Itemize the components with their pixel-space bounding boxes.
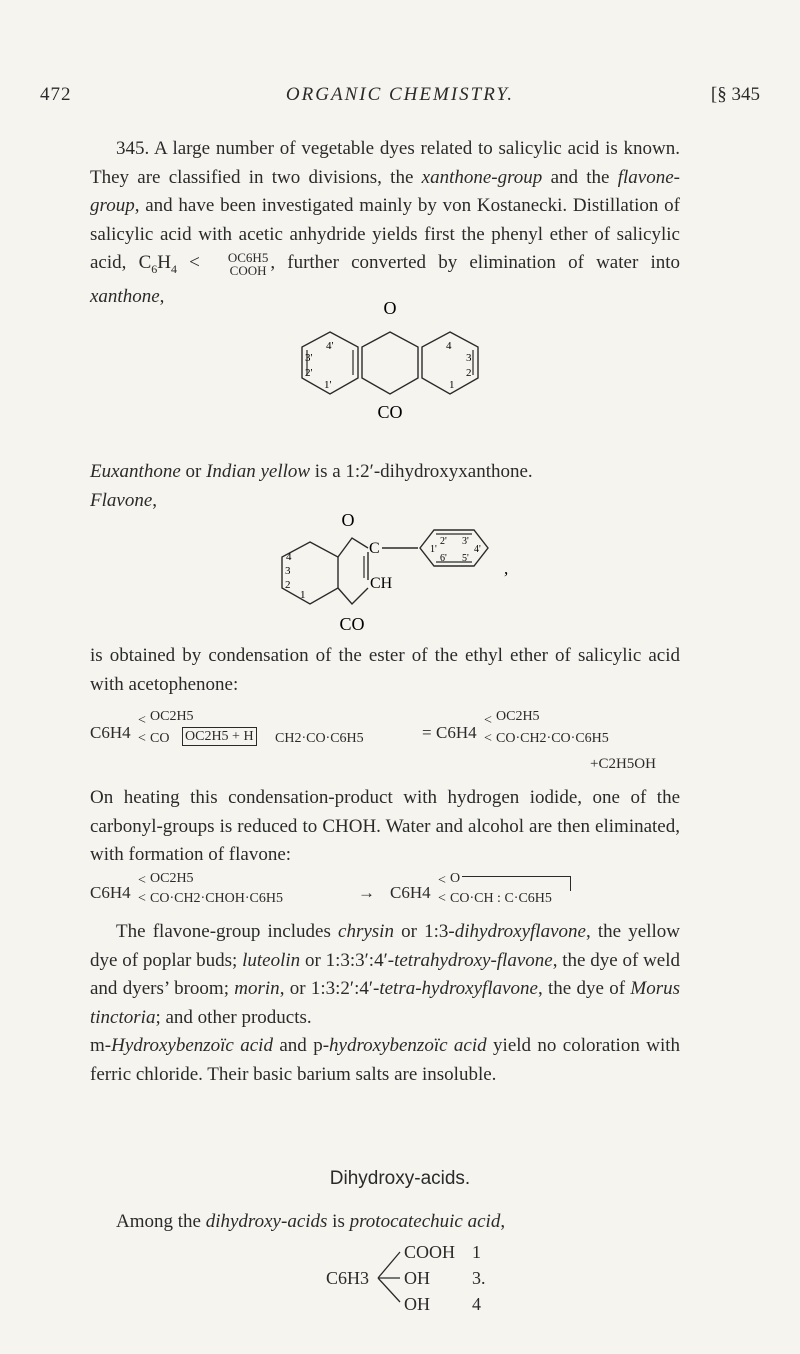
- luteolin: luteolin: [242, 949, 301, 971]
- ring-label: 1': [324, 379, 332, 391]
- ring-label: 1: [300, 589, 306, 601]
- eq1-right-bottom: CO·CH2·CO·C6H5: [496, 731, 609, 746]
- section-heading: Dihydroxy-acids.: [329, 1168, 471, 1189]
- carbon-label: C: [369, 540, 380, 557]
- ring-label: 3: [285, 565, 291, 577]
- pc-branch-lines: [376, 1240, 402, 1316]
- pyrone-bottom: [338, 588, 368, 604]
- eq2-right-base: C6H4: [390, 883, 431, 902]
- intro-paragraph: [90, 135, 680, 312]
- heating-paragraph: On heating this condensation-product with hydrogen iodide, one of the carbonyl-groups is reduced to CHOH. Water and alcohol are then eliminated, with formation of flavone:: [90, 787, 680, 865]
- phenyl-label: 1': [430, 544, 437, 555]
- euxanthone-text: is a 1:2′-dihydroxyxanthone.: [310, 461, 533, 482]
- pc-base: C6H3: [326, 1268, 370, 1288]
- luteolin-name: tetrahydroxy-flavone: [394, 949, 553, 971]
- fg-text: ; and other products.: [155, 1006, 312, 1028]
- term-flavone-group: flavone-group: [90, 166, 680, 216]
- subscript: 6: [151, 261, 158, 276]
- pc-group-oh-3: OH: [404, 1268, 430, 1288]
- comma: ,: [152, 489, 158, 511]
- pc-position-4: 4: [472, 1294, 481, 1314]
- intro-text-b: and the: [542, 166, 618, 188]
- ring-label: 2: [466, 367, 472, 379]
- xanthone-oxygen: O: [383, 298, 397, 318]
- eq2-left-top-bracket: <: [138, 873, 146, 888]
- fraction-top: OC6H5: [227, 249, 269, 265]
- indian-yellow: Indian yellow: [206, 461, 311, 482]
- fg-text: , the dye of: [537, 978, 631, 999]
- subscript: 4: [170, 261, 177, 276]
- page-number: 472: [40, 84, 72, 105]
- intro-text-d: , further converted by elimination of water into: [270, 252, 680, 273]
- intro-text-a: A large number of vegetable dyes related to salicylic acid is known. They are classified in two divisions, the: [90, 138, 680, 188]
- paragraph-number: 345.: [116, 138, 150, 159]
- fg-text: and: [272, 1035, 314, 1056]
- eq1-left-top: OC2H5: [150, 709, 194, 724]
- phenyl-label: 2': [440, 536, 447, 547]
- xanthone-structure: [290, 298, 490, 458]
- fg-text: or 1:3-: [393, 921, 455, 942]
- dh-text: ,: [500, 1211, 506, 1232]
- p-hydroxybenzoic: hydroxybenzoïc acid: [329, 1035, 487, 1056]
- dh-text: is: [327, 1211, 350, 1232]
- flavone-carbonyl: CO: [339, 614, 365, 634]
- ring-label: 2: [285, 579, 291, 591]
- phenyl-label: 3': [462, 536, 469, 547]
- condensation-equation: [90, 706, 690, 776]
- trailing-comma: ,: [504, 559, 509, 578]
- eq2-right-bottom: CO·CH : C·C6H5: [450, 891, 552, 906]
- pyrone-top: [338, 538, 368, 557]
- flavone-group-paragraph: [90, 918, 680, 1089]
- eq1-left-bottom-a: CO: [150, 731, 170, 746]
- fraction-bottom: COOH: [229, 262, 267, 278]
- pc-group-cooh: COOH: [404, 1242, 456, 1262]
- chrysin-name: dihydroxyflavone: [454, 921, 586, 942]
- eq2-left-top: OC2H5: [150, 871, 194, 886]
- eq2-arrow: →: [358, 883, 375, 902]
- eq1-right-top-bracket: <: [484, 713, 492, 728]
- flavone-label: Flavone: [90, 489, 153, 511]
- eq2-left-bottom: CO·CH2·CHOH·C6H5: [150, 891, 283, 906]
- eq2-right-bottom-bracket: <: [438, 891, 446, 906]
- eq2-right-top-bracket: <: [438, 873, 446, 888]
- phenyl-label: 4': [474, 544, 481, 555]
- pc-position-1: 1: [472, 1242, 481, 1262]
- term-xanthone: xanthone: [90, 286, 160, 308]
- euxanthone-name: Euxanthone: [90, 461, 181, 482]
- eq1-right-top: OC2H5: [496, 709, 540, 724]
- eq1-left-top-bracket: <: [138, 713, 146, 728]
- protocatechuic-term: protocatechuic acid: [349, 1211, 501, 1232]
- eq1-right-bottom-bracket: <: [484, 731, 492, 746]
- eq2-left-bottom-bracket: <: [138, 891, 146, 906]
- morin-name: tetra-hydroxyflavone: [379, 978, 538, 999]
- ring-label: 4: [446, 340, 452, 352]
- eq2-ring-closure-line: [462, 876, 571, 891]
- eq2-left-base: C6H4: [90, 883, 131, 902]
- fg-text: , the yellow dye of poplar buds;: [90, 921, 680, 971]
- flavone-formation-equation: [90, 870, 690, 914]
- eq1-equals: =: [422, 723, 432, 742]
- section-marker: [§ 345: [710, 84, 760, 105]
- pc-group-oh-4: OH: [404, 1294, 430, 1314]
- dihydroxy-paragraph: [90, 1208, 680, 1237]
- ether-fraction: [202, 251, 268, 277]
- phenyl-label: 6': [440, 553, 447, 564]
- dh-text: Among the: [116, 1211, 206, 1232]
- fg-text: m-: [90, 1035, 112, 1056]
- morus-tinctoria: Morus tinctoria: [90, 978, 680, 1028]
- pc-position-3: 3.: [472, 1268, 486, 1288]
- term-xanthone-group: xanthone-group: [421, 166, 543, 188]
- fg-text: or 1:3:3′:4′-: [300, 949, 395, 971]
- eq1-eliminated-box: OC2H5 + H: [182, 727, 257, 746]
- fg-text: , the dye of weld and dyers’ broom;: [90, 949, 681, 999]
- m-hydroxybenzoic: Hydroxybenzoïc acid: [111, 1035, 273, 1056]
- ring-label: 3': [305, 352, 313, 364]
- eq1-left-bottom-bracket: <: [138, 731, 146, 746]
- central-ring: [362, 332, 418, 394]
- fg-text: p-: [313, 1035, 330, 1056]
- eq2-right-top: O: [450, 871, 461, 886]
- or-text: or: [180, 461, 207, 482]
- eq1-byproduct: +C2H5OH: [590, 756, 656, 772]
- xanthone-carbonyl: CO: [377, 402, 403, 422]
- eq1-left-bottom-b: CH2·CO·C6H5: [275, 731, 364, 746]
- ring-label: 4: [286, 551, 292, 563]
- fg-text: The flavone-group includes: [116, 921, 339, 942]
- page-header: [40, 84, 760, 114]
- chrysin: chrysin: [338, 921, 394, 942]
- morin: morin: [234, 978, 280, 999]
- condensation-paragraph: is obtained by condensation of the ester of the ethyl ether of salicylic acid with acetophenone:: [90, 645, 680, 695]
- running-title: ORGANIC CHEMISTRY.: [285, 84, 515, 105]
- ch-label: CH: [370, 575, 393, 592]
- fg-text: , or 1:3:2′:4′-: [279, 978, 380, 999]
- intro-text-c: , and have been investigated mainly by von Kostanecki. Distillation of salicylic acid with acetic anhydride yields first the phenyl ether of salicylic acid, C: [90, 195, 680, 273]
- phenyl-label: 5': [462, 553, 469, 564]
- flavone-oxygen: O: [341, 510, 355, 530]
- eq1-right-base: C6H4: [436, 723, 477, 742]
- bracket: <: [176, 252, 200, 273]
- intro-text-e: ,: [159, 286, 165, 308]
- hydrogen: H: [157, 252, 171, 273]
- eq1-left-base: C6H4: [90, 723, 131, 742]
- ring-label: 3: [466, 352, 472, 364]
- fg-text: yield no coloration with ferric chloride. Their basic barium salts are insoluble.: [90, 1035, 681, 1085]
- ring-label: 2': [305, 367, 313, 379]
- ring-label: 4': [326, 340, 334, 352]
- euxanthone-paragraph: [90, 458, 680, 515]
- protocatechuic-formula: [326, 1236, 526, 1322]
- dihydroxy-acids-term: dihydroxy-acids: [205, 1211, 328, 1232]
- ring-label: 1: [449, 379, 455, 391]
